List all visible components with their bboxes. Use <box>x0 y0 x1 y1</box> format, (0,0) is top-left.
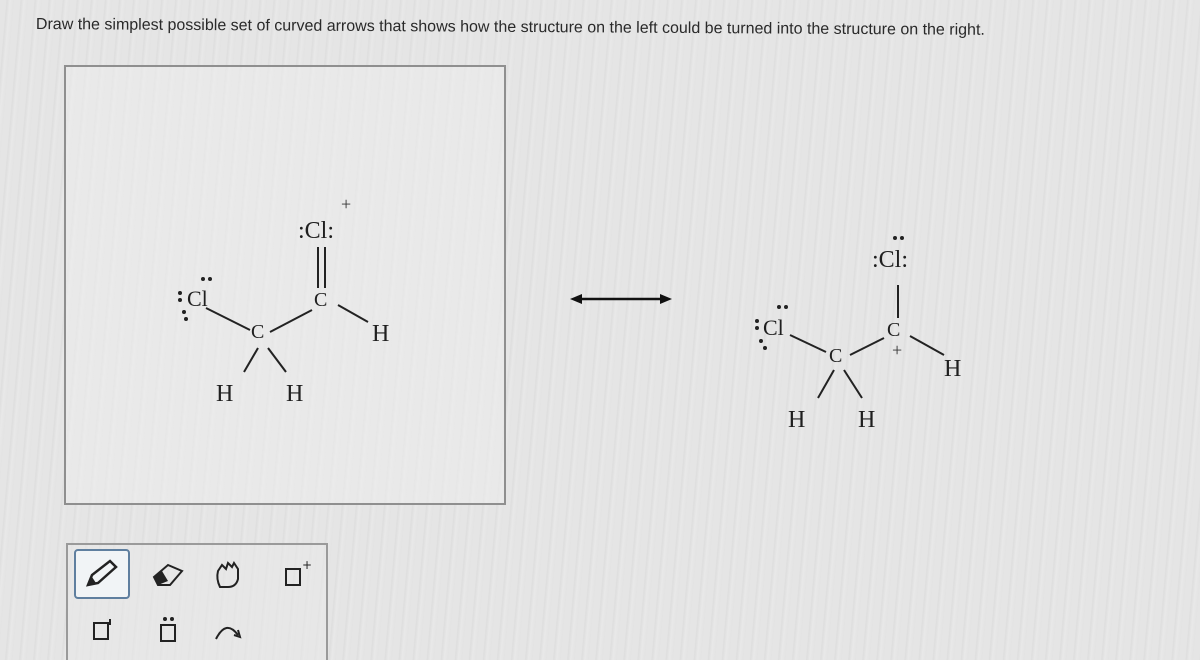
eraser-tool[interactable] <box>140 549 196 599</box>
bond-c-c-right <box>850 338 884 355</box>
curved-arrow-tool[interactable] <box>200 605 256 655</box>
right-carbon-top: C <box>887 319 901 341</box>
hand-tool[interactable] <box>200 549 256 599</box>
left-carbon-top: C <box>314 289 328 311</box>
lone-pair-icon <box>148 613 188 647</box>
bond-cl-c <box>206 308 250 330</box>
bond-cl-c-right <box>790 335 826 352</box>
question-prompt: Draw the simplest possible set of curved arrows that shows how the structure on the left could be turned into the structure on the right. <box>35 16 985 39</box>
bond-c-h <box>338 305 368 322</box>
svg-text:+: + <box>302 558 313 572</box>
resonance-arrow-head-right <box>660 294 672 304</box>
bond-c-h-left2 <box>818 370 834 398</box>
lone-pair-tool[interactable] <box>140 605 196 655</box>
bond-c-h-right <box>268 348 286 372</box>
add-charge-tool[interactable] <box>268 549 324 599</box>
curved-arrow-icon <box>208 613 248 647</box>
pencil-tool[interactable] <box>74 549 130 599</box>
drawing-toolbar <box>66 543 328 660</box>
left-h-bottom-left: H <box>216 381 234 407</box>
resonance-arrow-head-left <box>570 294 582 304</box>
plus-box-icon <box>276 557 316 591</box>
right-charge: + <box>892 340 903 360</box>
left-h-bottom-right: H <box>286 381 304 407</box>
box-tool[interactable] <box>74 605 130 655</box>
right-h-bottom-right: H <box>858 407 876 433</box>
pencil-icon <box>82 557 122 591</box>
bond-c-c <box>270 310 312 332</box>
right-cl-top: :Cl: <box>872 247 909 273</box>
left-cl-left: Cl <box>187 286 208 311</box>
left-charge: + <box>341 194 352 214</box>
left-carbon-center: C <box>251 321 265 343</box>
hand-icon <box>208 557 248 591</box>
bond-box-icon <box>82 613 122 647</box>
right-h-bottom-left: H <box>788 407 806 433</box>
eraser-icon <box>148 557 188 591</box>
right-carbon-center: C <box>829 345 843 367</box>
left-h-right: H <box>372 321 390 347</box>
right-cl-left: Cl <box>763 315 784 340</box>
bond-c-h-right2 <box>910 336 944 355</box>
bond-c-h-right3 <box>844 370 862 398</box>
right-h-right: H <box>944 356 962 382</box>
left-cl-top: :Cl: <box>298 218 335 244</box>
bond-c-h-left <box>244 348 258 372</box>
